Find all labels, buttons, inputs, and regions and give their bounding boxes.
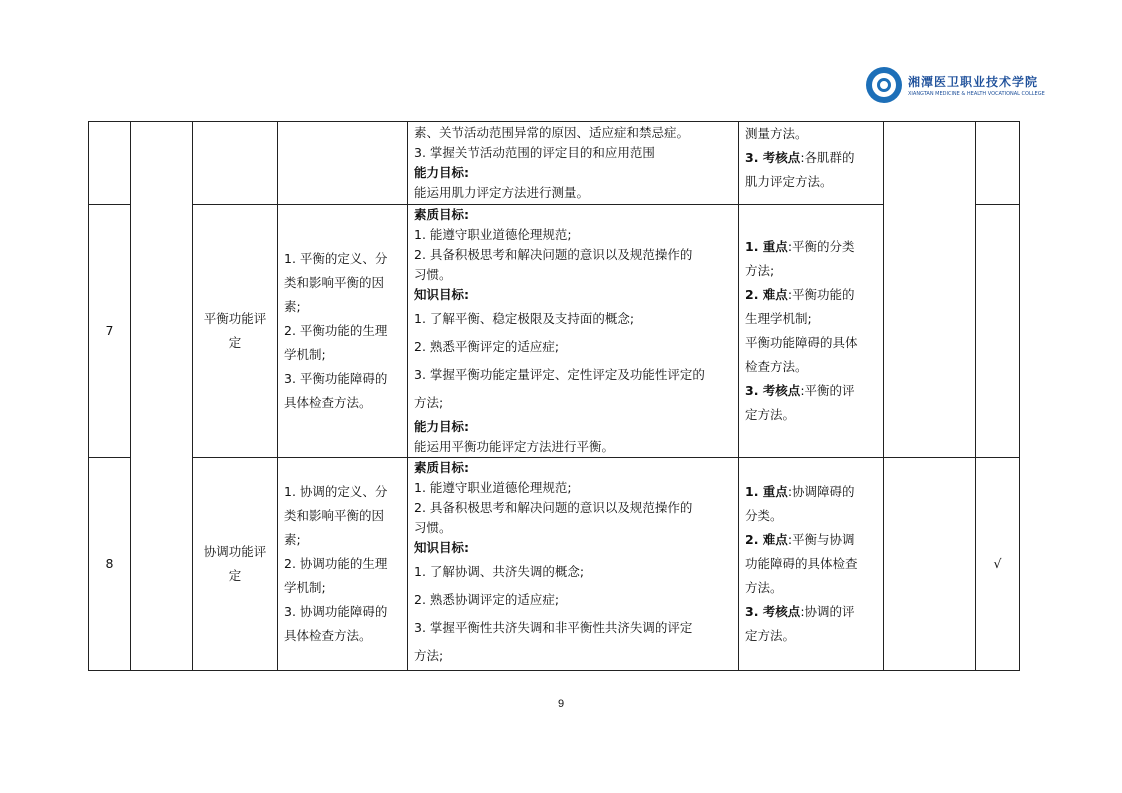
- items-cell: [278, 122, 408, 205]
- table-row: [89, 458, 1020, 671]
- college-logo: [866, 66, 1045, 104]
- hours-cell: [884, 122, 976, 458]
- objectives-cell: 素、关节活动范围异常的原因、适应症和禁忌症。 3. 掌握关节活动范围的评定目的和应用范围 能力目标: 能运用肌力评定方法进行测量。: [408, 122, 739, 205]
- table-row-continued: [89, 122, 1020, 205]
- quality-goal-heading: 素质目标:: [414, 460, 469, 475]
- module-cell: [131, 122, 193, 671]
- check-cell: [976, 205, 1020, 458]
- table-row: [89, 205, 1020, 458]
- check-cell: [976, 122, 1020, 205]
- ability-goal-heading: 能力目标:: [414, 165, 469, 180]
- quality-goal-heading: 素质目标:: [414, 207, 469, 222]
- knowledge-goal-heading: 知识目标:: [414, 540, 469, 555]
- key-points-cell: 1. 重点:协调障碍的 分类。 2. 难点:平衡与协调 功能障碍的具体检查 方法。 3. 考核点:协调的评 定方法。: [739, 458, 884, 671]
- college-seal-icon: [866, 67, 902, 103]
- check-mark: √: [976, 458, 1020, 671]
- ability-goal-heading: 能力目标:: [414, 419, 469, 434]
- logo-chinese-name: 湘潭医卫职业技术学院: [908, 75, 1039, 89]
- hours-cell: [884, 458, 976, 671]
- objectives-cell: 素质目标: 1. 能遵守职业道德伦理规范; 2. 具备积极思考和解决问题的意识以及规范操作的 习惯。 知识目标: 1. 了解协调、共济失调的概念; 2. 熟悉协调评定的适应症; 3. 掌握平衡性共济失调和非平衡性共济失调的评定 方法;: [408, 458, 739, 671]
- number-cell: [89, 122, 131, 205]
- key-points-cell: 测量方法。 3. 考核点:各肌群的 肌力评定方法。: [739, 122, 884, 205]
- objectives-cell: 素质目标: 1. 能遵守职业道德伦理规范; 2. 具备积极思考和解决问题的意识以及规范操作的 习惯。 知识目标: 1. 了解平衡、稳定极限及支持面的概念; 2. 熟悉平衡评定的适应症; 3. 掌握平衡功能定量评定、定性评定及功能性评定的 方法; 能力目标: 能运用平衡功能评定方法进行平衡。: [408, 205, 739, 458]
- topic-cell: 协调功能评 定: [193, 458, 278, 671]
- items-cell: 1. 平衡的定义、分 类和影响平衡的因 素; 2. 平衡功能的生理 学机制; 3. 平衡功能障碍的 具体检查方法。: [278, 205, 408, 458]
- knowledge-goal-heading: 知识目标:: [414, 287, 469, 302]
- syllabus-table: [88, 121, 1020, 671]
- key-points-cell: 1. 重点:平衡的分类 方法; 2. 难点:平衡功能的 生理学机制; 平衡功能障碍的具体 检查方法。 3. 考核点:平衡的评 定方法。: [739, 205, 884, 458]
- topic-cell: [193, 122, 278, 205]
- row-number: 7: [89, 205, 131, 458]
- topic-cell: 平衡功能评 定: [193, 205, 278, 458]
- items-cell: 1. 协调的定义、分 类和影响平衡的因 素; 2. 协调功能的生理 学机制; 3. 协调功能障碍的 具体检查方法。: [278, 458, 408, 671]
- row-number: 8: [89, 458, 131, 671]
- logo-english-name: XIANGTAN MEDICINE & HEALTH VOCATIONAL COLLEGE: [908, 91, 1045, 97]
- page-number: 9: [557, 698, 565, 710]
